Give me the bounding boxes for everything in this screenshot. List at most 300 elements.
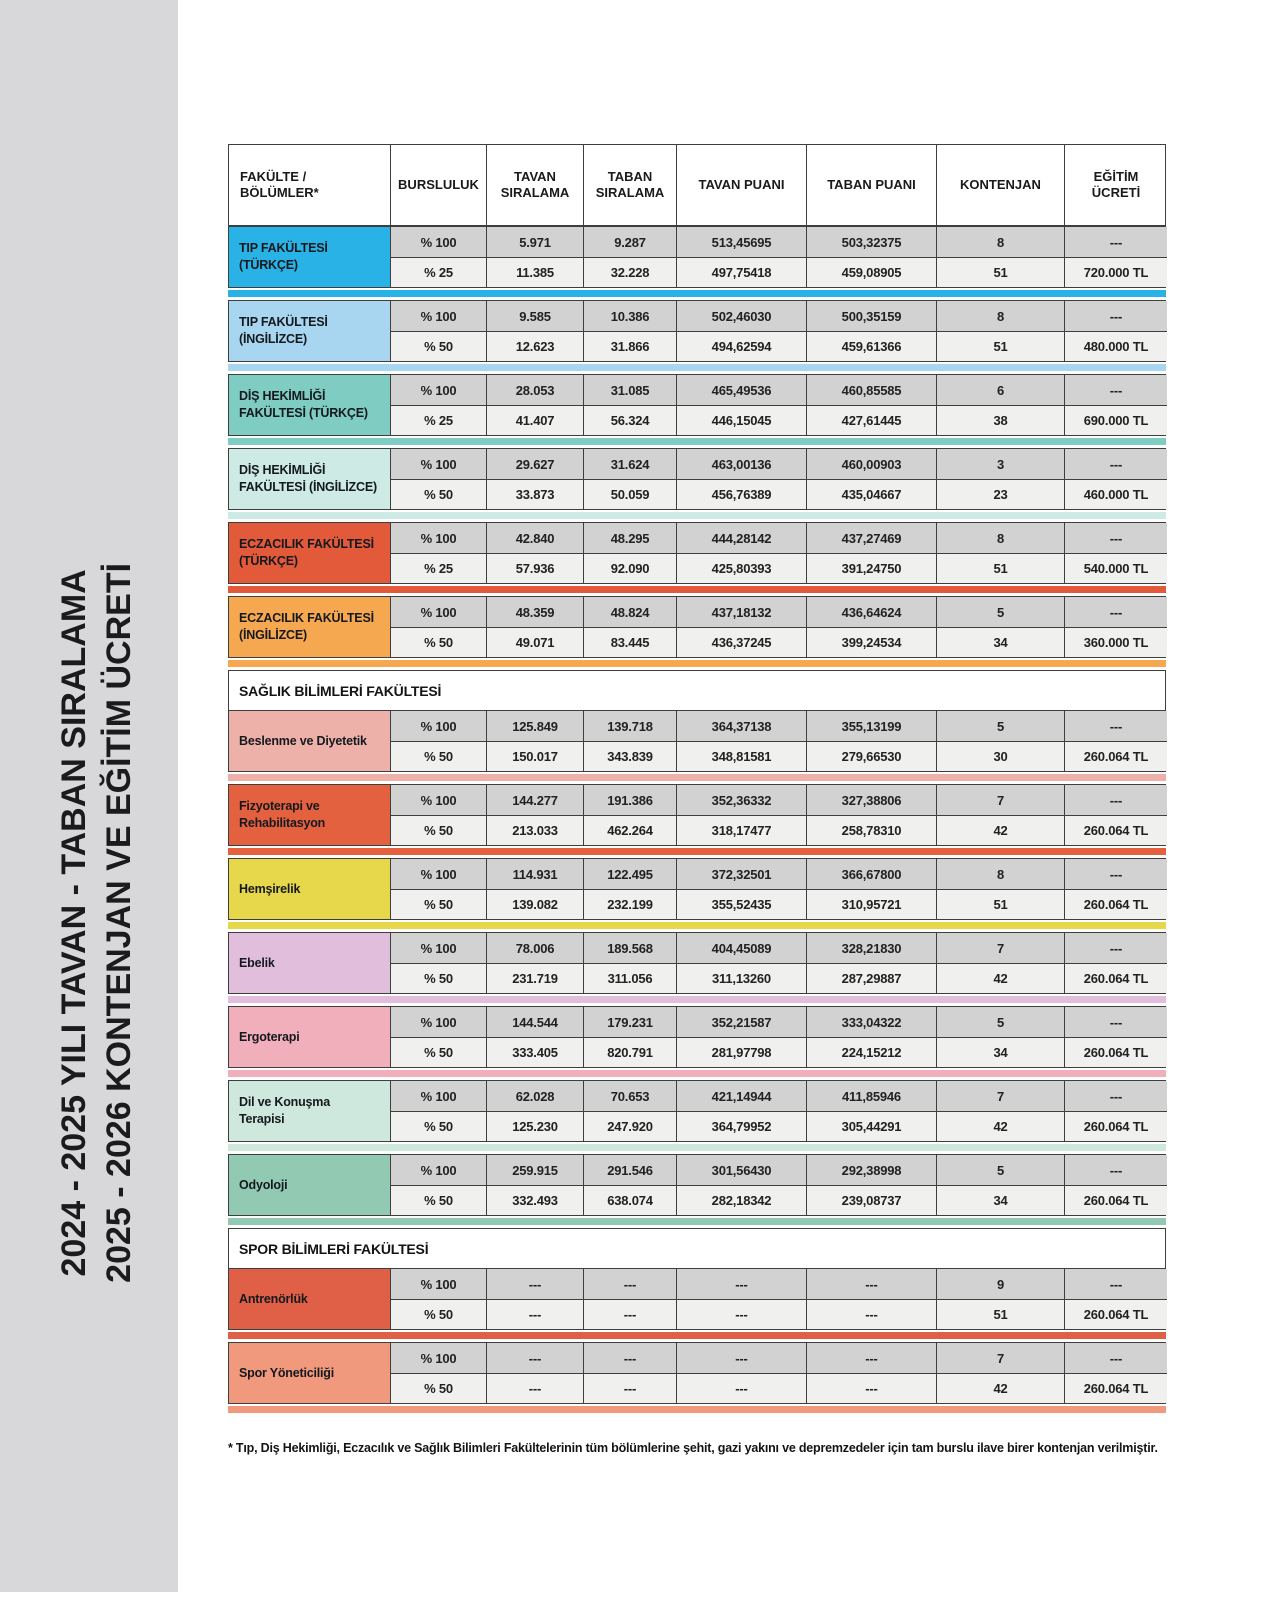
block-separator [228, 994, 1166, 1006]
cell-egitim-ucreti: --- [1064, 859, 1167, 889]
faculty-name-cell [229, 785, 390, 845]
faculty-name-line: (İNGİLİZCE) [239, 332, 307, 346]
cell-taban-puani: 411,85946 [806, 1081, 936, 1111]
cell-tavan-puani: --- [676, 1373, 806, 1403]
faculty-name-line: Dil ve Konuşma [239, 1095, 330, 1110]
cell-bursluluk: % 100 [390, 933, 486, 963]
cell-egitim-ucreti: 480.000 TL [1064, 331, 1167, 361]
faculty-name-line: Spor Yöneticiliği [239, 1365, 334, 1380]
cell-taban-siralama: 31.624 [583, 449, 676, 479]
cell-kontenjan: 34 [936, 1185, 1064, 1215]
cell-tavan-puani: 404,45089 [676, 933, 806, 963]
cell-egitim-ucreti: 260.064 TL [1064, 1111, 1167, 1141]
cell-bursluluk: % 50 [390, 963, 486, 993]
cell-egitim-ucreti: 260.064 TL [1064, 1373, 1167, 1403]
faculty-block [228, 448, 1166, 510]
cell-bursluluk: % 100 [390, 1155, 486, 1185]
cell-kontenjan: 42 [936, 815, 1064, 845]
cell-tavan-siralama: 62.028 [486, 1081, 583, 1111]
faculty-block [228, 858, 1166, 920]
cell-tavan-siralama: 213.033 [486, 815, 583, 845]
cell-tavan-siralama: 114.931 [486, 859, 583, 889]
faculty-name-cell [229, 449, 390, 509]
faculty-name-line: ECZACILIK FAKÜLTESİ [239, 537, 374, 552]
cell-egitim-ucreti: --- [1064, 785, 1167, 815]
cell-kontenjan: 51 [936, 331, 1064, 361]
block-separator-bar [228, 1218, 1166, 1225]
cell-kontenjan: 8 [936, 859, 1064, 889]
cell-taban-puani: 503,32375 [806, 227, 936, 257]
cell-egitim-ucreti: 460.000 TL [1064, 479, 1167, 509]
cell-taban-puani: 224,15212 [806, 1037, 936, 1067]
cell-taban-siralama: 139.718 [583, 711, 676, 741]
cell-taban-puani: 459,08905 [806, 257, 936, 287]
faculty-name-cell [229, 1343, 390, 1403]
cell-kontenjan: 42 [936, 1373, 1064, 1403]
faculty-name-cell [229, 375, 390, 435]
cell-tavan-siralama: --- [486, 1269, 583, 1299]
faculty-name-cell [229, 227, 390, 287]
cell-taban-puani: 327,38806 [806, 785, 936, 815]
cell-bursluluk: % 25 [390, 553, 486, 583]
cell-kontenjan: 3 [936, 449, 1064, 479]
cell-tavan-siralama: 125.849 [486, 711, 583, 741]
cell-taban-puani: 305,44291 [806, 1111, 936, 1141]
column-header-kontenjan: KONTENJAN [936, 145, 1064, 225]
faculty-name-line: (TÜRKÇE) [239, 554, 298, 568]
faculty-name-line: Beslenme ve Diyetetik [239, 733, 367, 748]
cell-egitim-ucreti: --- [1064, 597, 1167, 627]
cell-kontenjan: 9 [936, 1269, 1064, 1299]
cell-taban-siralama: 10.386 [583, 301, 676, 331]
cell-bursluluk: % 100 [390, 523, 486, 553]
cell-taban-puani: 366,67800 [806, 859, 936, 889]
cell-kontenjan: 42 [936, 963, 1064, 993]
cell-taban-puani: 459,61366 [806, 331, 936, 361]
cell-taban-puani: 333,04322 [806, 1007, 936, 1037]
faculty-name-cell [229, 597, 390, 657]
column-header-taban-siralama: TABAN SIRALAMA [583, 145, 676, 225]
cell-taban-puani: 435,04667 [806, 479, 936, 509]
block-separator-bar [228, 660, 1166, 667]
faculty-name-cell [229, 1269, 390, 1329]
cell-taban-puani: 239,08737 [806, 1185, 936, 1215]
footnote: * Tıp, Diş Hekimliği, Eczacılık ve Sağlık Bilimleri Fakültelerinin tüm bölümlerine şehit, gazi yakını ve depremzedeler için tam burslu ilave birer kontenjan verilmiştir. [228, 1441, 1158, 1455]
vertical-page-title [52, 473, 142, 1373]
block-separator-bar [228, 1332, 1166, 1339]
block-separator-bar [228, 438, 1166, 445]
block-separator-bar [228, 922, 1166, 929]
cell-taban-puani: 500,35159 [806, 301, 936, 331]
faculty-block [228, 374, 1166, 436]
faculty-name-line: Rehabilitasyon [239, 816, 326, 830]
cell-bursluluk: % 100 [390, 1269, 486, 1299]
column-header-taban-puani: TABAN PUANI [806, 145, 936, 225]
cell-bursluluk: % 50 [390, 1373, 486, 1403]
cell-bursluluk: % 50 [390, 1185, 486, 1215]
cell-egitim-ucreti: --- [1064, 375, 1167, 405]
cell-taban-siralama: 232.199 [583, 889, 676, 919]
cell-bursluluk: % 50 [390, 479, 486, 509]
cell-egitim-ucreti: --- [1064, 1155, 1167, 1185]
cell-taban-siralama: 31.866 [583, 331, 676, 361]
cell-kontenjan: 5 [936, 1007, 1064, 1037]
cell-tavan-siralama: 332.493 [486, 1185, 583, 1215]
cell-egitim-ucreti: 260.064 TL [1064, 1037, 1167, 1067]
cell-tavan-siralama: 125.230 [486, 1111, 583, 1141]
block-separator [228, 920, 1166, 932]
faculty-block [228, 932, 1166, 994]
cell-kontenjan: 6 [936, 375, 1064, 405]
faculty-name-cell [229, 933, 390, 993]
cell-taban-siralama: 122.495 [583, 859, 676, 889]
block-separator [228, 584, 1166, 596]
cell-taban-siralama: 247.920 [583, 1111, 676, 1141]
cell-tavan-puani: 355,52435 [676, 889, 806, 919]
cell-tavan-puani: 421,14944 [676, 1081, 806, 1111]
cell-taban-puani: 436,64624 [806, 597, 936, 627]
faculty-block [228, 1080, 1166, 1142]
column-header-bursluluk: BURSLULUK [390, 145, 486, 225]
column-header-fakulte-bolumler: FAKÜLTE / BÖLÜMLER* [240, 168, 319, 200]
cell-bursluluk: % 50 [390, 815, 486, 845]
cell-egitim-ucreti: 260.064 TL [1064, 1185, 1167, 1215]
faculty-block [228, 784, 1166, 846]
cell-tavan-puani: 281,97798 [676, 1037, 806, 1067]
cell-taban-siralama: 9.287 [583, 227, 676, 257]
cell-tavan-siralama: 144.277 [486, 785, 583, 815]
cell-tavan-siralama: --- [486, 1373, 583, 1403]
faculty-name-line: FAKÜLTESİ (İNGİLİZCE) [239, 480, 377, 494]
cell-taban-puani: 391,24750 [806, 553, 936, 583]
faculty-name-line: DİŞ HEKİMLİĞİ [239, 389, 326, 404]
cell-taban-siralama: --- [583, 1343, 676, 1373]
cell-tavan-puani: 372,32501 [676, 859, 806, 889]
cell-taban-siralama: 48.824 [583, 597, 676, 627]
faculty-block [228, 1342, 1166, 1404]
cell-bursluluk: % 100 [390, 1007, 486, 1037]
cell-tavan-siralama: 231.719 [486, 963, 583, 993]
block-separator-bar [228, 848, 1166, 855]
cell-taban-puani: 399,24534 [806, 627, 936, 657]
cell-taban-puani: 292,38998 [806, 1155, 936, 1185]
cell-egitim-ucreti: --- [1064, 933, 1167, 963]
cell-kontenjan: 7 [936, 1343, 1064, 1373]
block-separator [228, 772, 1166, 784]
cell-tavan-puani: 497,75418 [676, 257, 806, 287]
cell-taban-puani: 437,27469 [806, 523, 936, 553]
cell-tavan-siralama: 259.915 [486, 1155, 583, 1185]
cell-tavan-siralama: --- [486, 1343, 583, 1373]
faculty-block [228, 1268, 1166, 1330]
block-separator-bar [228, 996, 1166, 1003]
cell-tavan-siralama: 9.585 [486, 301, 583, 331]
cell-bursluluk: % 100 [390, 375, 486, 405]
cell-taban-siralama: 179.231 [583, 1007, 676, 1037]
cell-egitim-ucreti: 260.064 TL [1064, 815, 1167, 845]
cell-tavan-siralama: 28.053 [486, 375, 583, 405]
cell-tavan-puani: --- [676, 1343, 806, 1373]
faculty-block [228, 300, 1166, 362]
section-header: SAĞLIK BİLİMLERİ FAKÜLTESİ [228, 670, 1166, 710]
cell-egitim-ucreti: --- [1064, 1081, 1167, 1111]
cell-egitim-ucreti: 360.000 TL [1064, 627, 1167, 657]
block-separator-bar [228, 586, 1166, 593]
cell-egitim-ucreti: 260.064 TL [1064, 963, 1167, 993]
cell-tavan-puani: 311,13260 [676, 963, 806, 993]
cell-kontenjan: 34 [936, 627, 1064, 657]
column-header-tavan-puani: TAVAN PUANI [676, 145, 806, 225]
block-separator [228, 1216, 1166, 1228]
cell-kontenjan: 8 [936, 523, 1064, 553]
faculty-block [228, 596, 1166, 658]
block-separator [228, 1142, 1166, 1154]
block-separator-bar [228, 1144, 1166, 1151]
cell-kontenjan: 51 [936, 1299, 1064, 1329]
cell-taban-puani: --- [806, 1299, 936, 1329]
cell-tavan-puani: 463,00136 [676, 449, 806, 479]
cell-kontenjan: 5 [936, 1155, 1064, 1185]
cell-bursluluk: % 50 [390, 889, 486, 919]
cell-taban-puani: 328,21830 [806, 933, 936, 963]
cell-tavan-siralama: 144.544 [486, 1007, 583, 1037]
block-separator [228, 288, 1166, 300]
cell-kontenjan: 8 [936, 227, 1064, 257]
faculty-name-cell [229, 711, 390, 771]
cell-kontenjan: 30 [936, 741, 1064, 771]
cell-tavan-siralama: 11.385 [486, 257, 583, 287]
faculty-name-line: Ebelik [239, 955, 275, 970]
cell-egitim-ucreti: --- [1064, 523, 1167, 553]
left-sidebar [0, 0, 178, 1592]
cell-tavan-puani: 444,28142 [676, 523, 806, 553]
cell-tavan-siralama: 12.623 [486, 331, 583, 361]
cell-tavan-puani: 494,62594 [676, 331, 806, 361]
cell-bursluluk: % 100 [390, 301, 486, 331]
cell-taban-puani: 310,95721 [806, 889, 936, 919]
cell-tavan-puani: 282,18342 [676, 1185, 806, 1215]
cell-tavan-siralama: 139.082 [486, 889, 583, 919]
cell-tavan-puani: 456,76389 [676, 479, 806, 509]
faculty-name-line: Fizyoterapi ve [239, 799, 320, 814]
cell-tavan-puani: 446,15045 [676, 405, 806, 435]
cell-kontenjan: 38 [936, 405, 1064, 435]
block-separator-bar [228, 774, 1166, 781]
cell-bursluluk: % 100 [390, 711, 486, 741]
faculty-name-line: (İNGİLİZCE) [239, 628, 307, 642]
cell-kontenjan: 23 [936, 479, 1064, 509]
cell-bursluluk: % 50 [390, 627, 486, 657]
cell-kontenjan: 42 [936, 1111, 1064, 1141]
cell-kontenjan: 51 [936, 553, 1064, 583]
block-separator [228, 1404, 1166, 1416]
block-separator [228, 362, 1166, 374]
cell-kontenjan: 7 [936, 1081, 1064, 1111]
cell-bursluluk: % 100 [390, 227, 486, 257]
faculty-name-line: TIP FAKÜLTESİ [239, 241, 328, 256]
block-separator [228, 1330, 1166, 1342]
cell-tavan-puani: 502,46030 [676, 301, 806, 331]
cell-taban-puani: 427,61445 [806, 405, 936, 435]
cell-kontenjan: 5 [936, 597, 1064, 627]
cell-tavan-puani: 425,80393 [676, 553, 806, 583]
cell-tavan-siralama: 150.017 [486, 741, 583, 771]
faculty-name-line: Antrenörlük [239, 1291, 308, 1306]
column-header-egitim-ucreti: EĞİTİM ÜCRETİ [1064, 145, 1167, 225]
cell-kontenjan: 8 [936, 301, 1064, 331]
faculty-name-cell [229, 1007, 390, 1067]
cell-egitim-ucreti: 260.064 TL [1064, 1299, 1167, 1329]
cell-tavan-puani: 352,36332 [676, 785, 806, 815]
cell-bursluluk: % 50 [390, 1111, 486, 1141]
cell-taban-siralama: 70.653 [583, 1081, 676, 1111]
cell-tavan-siralama: 33.873 [486, 479, 583, 509]
cell-taban-puani: 355,13199 [806, 711, 936, 741]
faculty-name-cell [229, 523, 390, 583]
cell-tavan-puani: 465,49536 [676, 375, 806, 405]
faculty-name-line: Ergoterapi [239, 1029, 300, 1044]
cell-tavan-puani: --- [676, 1269, 806, 1299]
faculty-block [228, 710, 1166, 772]
cell-kontenjan: 34 [936, 1037, 1064, 1067]
cell-tavan-puani: 436,37245 [676, 627, 806, 657]
cell-egitim-ucreti: --- [1064, 301, 1167, 331]
cell-tavan-puani: 364,79952 [676, 1111, 806, 1141]
block-separator-bar [228, 1406, 1166, 1413]
cell-taban-puani: 460,85585 [806, 375, 936, 405]
cell-taban-siralama: 638.074 [583, 1185, 676, 1215]
cell-kontenjan: 51 [936, 889, 1064, 919]
faculty-name-line: FAKÜLTESİ (TÜRKÇE) [239, 406, 368, 420]
vertical-title-line1: 2024 - 2025 YILI TAVAN - TABAN SIRALAMA [55, 569, 94, 1277]
faculty-name-cell [229, 859, 390, 919]
faculty-name-cell [229, 1081, 390, 1141]
cell-bursluluk: % 50 [390, 331, 486, 361]
cell-taban-puani: --- [806, 1343, 936, 1373]
cell-bursluluk: % 25 [390, 257, 486, 287]
cell-bursluluk: % 100 [390, 449, 486, 479]
faculty-name-line: TIP FAKÜLTESİ [239, 315, 328, 330]
cell-tavan-puani: 364,37138 [676, 711, 806, 741]
cell-taban-siralama: 48.295 [583, 523, 676, 553]
cell-taban-siralama: 462.264 [583, 815, 676, 845]
cell-bursluluk: % 50 [390, 741, 486, 771]
cell-taban-siralama: 83.445 [583, 627, 676, 657]
cell-tavan-puani: 513,45695 [676, 227, 806, 257]
cell-taban-siralama: 343.839 [583, 741, 676, 771]
data-table [228, 144, 1166, 1416]
cell-kontenjan: 51 [936, 257, 1064, 287]
block-separator [228, 436, 1166, 448]
vertical-title-line2: 2025 - 2026 KONTENJAN VE EĞİTİM ÜCRETİ [100, 562, 138, 1283]
cell-taban-puani: 460,00903 [806, 449, 936, 479]
cell-tavan-puani: --- [676, 1299, 806, 1329]
cell-taban-puani: 258,78310 [806, 815, 936, 845]
cell-taban-siralama: 92.090 [583, 553, 676, 583]
cell-taban-puani: --- [806, 1373, 936, 1403]
cell-bursluluk: % 100 [390, 859, 486, 889]
cell-tavan-siralama: 29.627 [486, 449, 583, 479]
cell-taban-puani: 279,66530 [806, 741, 936, 771]
faculty-block [228, 522, 1166, 584]
cell-egitim-ucreti: 720.000 TL [1064, 257, 1167, 287]
cell-egitim-ucreti: --- [1064, 1007, 1167, 1037]
faculty-block [228, 226, 1166, 288]
cell-egitim-ucreti: --- [1064, 227, 1167, 257]
cell-tavan-puani: 352,21587 [676, 1007, 806, 1037]
faculty-name-cell [229, 301, 390, 361]
cell-egitim-ucreti: --- [1064, 1269, 1167, 1299]
cell-tavan-siralama: 78.006 [486, 933, 583, 963]
faculty-block [228, 1154, 1166, 1216]
faculty-name-line: Hemşirelik [239, 881, 301, 896]
faculty-name-line: DİŞ HEKİMLİĞİ [239, 463, 326, 478]
cell-taban-siralama: 820.791 [583, 1037, 676, 1067]
cell-bursluluk: % 100 [390, 1343, 486, 1373]
cell-egitim-ucreti: 260.064 TL [1064, 741, 1167, 771]
cell-kontenjan: 5 [936, 711, 1064, 741]
cell-tavan-siralama: 41.407 [486, 405, 583, 435]
cell-taban-siralama: --- [583, 1299, 676, 1329]
block-separator-bar [228, 512, 1166, 519]
block-separator-bar [228, 364, 1166, 371]
cell-taban-siralama: 311.056 [583, 963, 676, 993]
section-header: SPOR BİLİMLERİ FAKÜLTESİ [228, 1228, 1166, 1268]
cell-tavan-puani: 318,17477 [676, 815, 806, 845]
cell-bursluluk: % 100 [390, 597, 486, 627]
cell-tavan-siralama: 49.071 [486, 627, 583, 657]
cell-tavan-puani: 348,81581 [676, 741, 806, 771]
cell-bursluluk: % 50 [390, 1037, 486, 1067]
cell-bursluluk: % 100 [390, 785, 486, 815]
cell-tavan-siralama: 42.840 [486, 523, 583, 553]
faculty-name-line: ECZACILIK FAKÜLTESİ [239, 611, 374, 626]
cell-taban-puani: --- [806, 1269, 936, 1299]
cell-bursluluk: % 100 [390, 1081, 486, 1111]
block-separator-bar [228, 290, 1166, 297]
table-header-row [228, 144, 1166, 226]
cell-tavan-siralama: 333.405 [486, 1037, 583, 1067]
faculty-block [228, 1006, 1166, 1068]
block-separator-bar [228, 1070, 1166, 1077]
cell-tavan-siralama: 5.971 [486, 227, 583, 257]
cell-taban-siralama: 31.085 [583, 375, 676, 405]
block-separator [228, 510, 1166, 522]
block-separator [228, 658, 1166, 670]
cell-taban-siralama: --- [583, 1373, 676, 1403]
cell-egitim-ucreti: 690.000 TL [1064, 405, 1167, 435]
cell-egitim-ucreti: 540.000 TL [1064, 553, 1167, 583]
faculty-name-line: (TÜRKÇE) [239, 258, 298, 272]
cell-egitim-ucreti: --- [1064, 449, 1167, 479]
cell-taban-siralama: --- [583, 1269, 676, 1299]
cell-egitim-ucreti: 260.064 TL [1064, 889, 1167, 919]
cell-taban-siralama: 291.546 [583, 1155, 676, 1185]
cell-kontenjan: 7 [936, 785, 1064, 815]
cell-tavan-siralama: 57.936 [486, 553, 583, 583]
cell-taban-siralama: 191.386 [583, 785, 676, 815]
block-separator [228, 846, 1166, 858]
column-header-tavan-siralama: TAVAN SIRALAMA [486, 145, 583, 225]
faculty-name-line: Odyoloji [239, 1177, 288, 1192]
cell-tavan-puani: 437,18132 [676, 597, 806, 627]
cell-taban-siralama: 56.324 [583, 405, 676, 435]
cell-kontenjan: 7 [936, 933, 1064, 963]
cell-taban-siralama: 189.568 [583, 933, 676, 963]
block-separator [228, 1068, 1166, 1080]
table-body [228, 226, 1166, 1416]
cell-taban-siralama: 50.059 [583, 479, 676, 509]
